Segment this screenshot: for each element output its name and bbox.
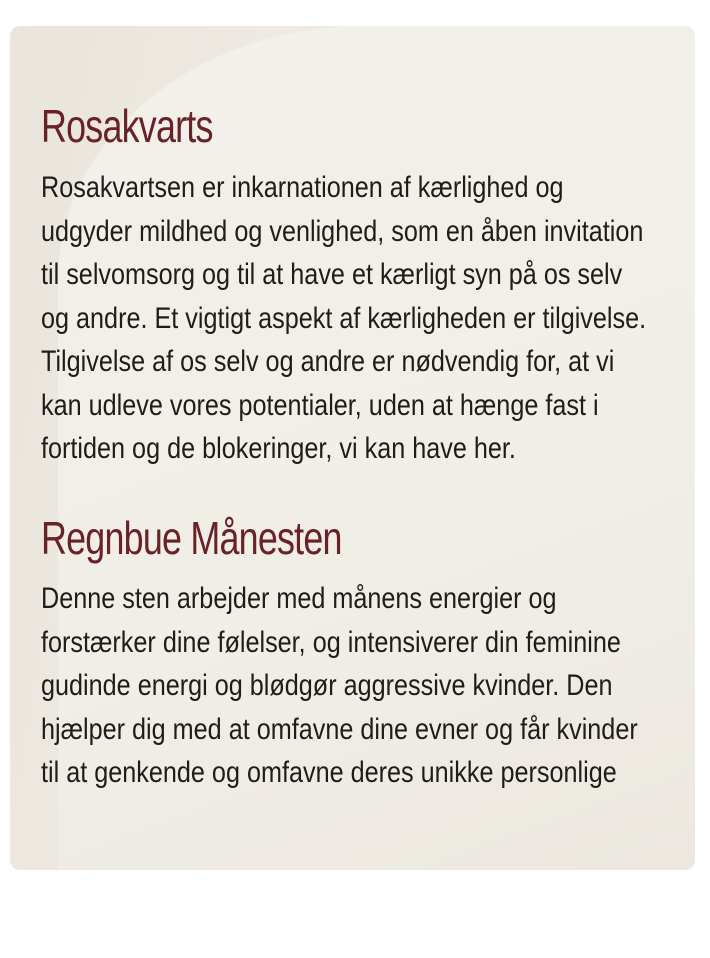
text-line: Tilgivelse af os selv og andre er nødvendig for, at vi <box>41 345 615 378</box>
text-line: udgyder mildhed og venlighed, som en åben invitation <box>41 214 644 248</box>
text-line: forstærker dine følelser, og intensiverer din feminine <box>41 625 621 659</box>
section-title-regnbue-maanesten: Regnbue Månesten <box>41 512 342 564</box>
text-line: hjælper dig med at omfavne dine evner og får kvinder <box>41 712 638 746</box>
text-line: og andre. Et vigtigt aspekt af kærligheden er tilgivelse. <box>41 301 647 335</box>
text-line: Rosakvartsen er inkarnationen af kærlighed og <box>41 171 564 204</box>
text-line: Denne sten arbejder med månens energier og <box>41 582 557 615</box>
section-title-rosakvarts: Rosakvarts <box>41 100 213 152</box>
content-card <box>10 26 695 870</box>
section-text-rosakvarts <box>41 166 695 471</box>
text-line: gudinde energi og blødgør aggressive kvinder. Den <box>41 669 613 702</box>
text-line: fortiden og de blokeringer, vi kan have her. <box>41 432 516 465</box>
section-text-regnbue-maanesten <box>41 577 695 795</box>
text-line: til selvomsorg og til at have et kærligt syn på os selv <box>41 258 623 291</box>
text-line: til at genkende og omfavne deres unikke personlige <box>41 756 617 789</box>
text-line: kan udleve vores potentialer, uden at hænge fast i <box>41 388 599 422</box>
